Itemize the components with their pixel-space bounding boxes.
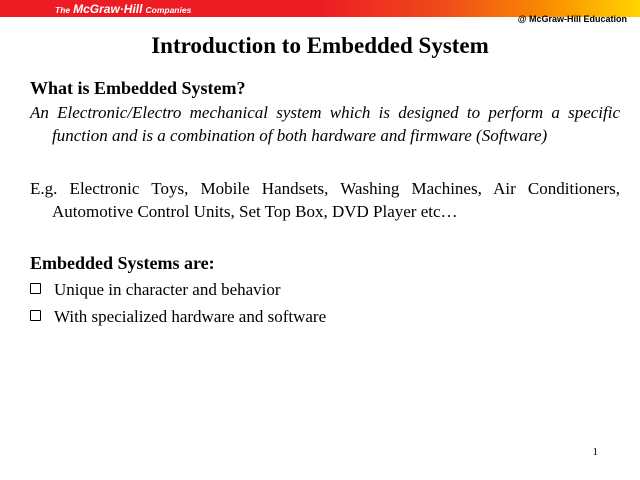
logo-suffix-text: Companies bbox=[145, 4, 192, 15]
bullet-list bbox=[30, 276, 620, 330]
list-heading: Embedded Systems are: bbox=[30, 253, 215, 273]
question-heading: What is Embedded System? bbox=[30, 78, 246, 98]
slide-title: Introduction to Embedded System bbox=[151, 33, 489, 58]
list-item bbox=[30, 276, 620, 303]
logo-prefix-text: The bbox=[55, 4, 71, 15]
square-bullet-icon bbox=[30, 310, 41, 321]
list-item bbox=[30, 303, 620, 330]
logo-brand-text: McGraw·Hill bbox=[73, 1, 143, 16]
list-item-text: Unique in character and behavior bbox=[54, 280, 281, 299]
mcgraw-hill-logo bbox=[55, 2, 191, 16]
education-credit: @ McGraw-Hill Education bbox=[517, 14, 627, 24]
definition-paragraph: An Electronic/Electro mechanical system which is designed to perform a specific function and is a combination of both hardware and firmware (Software) bbox=[30, 103, 620, 145]
page-number: 1 bbox=[592, 446, 598, 458]
list-item-text: With specialized hardware and software bbox=[54, 307, 327, 326]
square-bullet-icon bbox=[30, 283, 41, 294]
examples-paragraph: E.g. Electronic Toys, Mobile Handsets, Washing Machines, Air Conditioners, Automotive Control Units, Set Top Box, DVD Player etc… bbox=[30, 179, 620, 221]
